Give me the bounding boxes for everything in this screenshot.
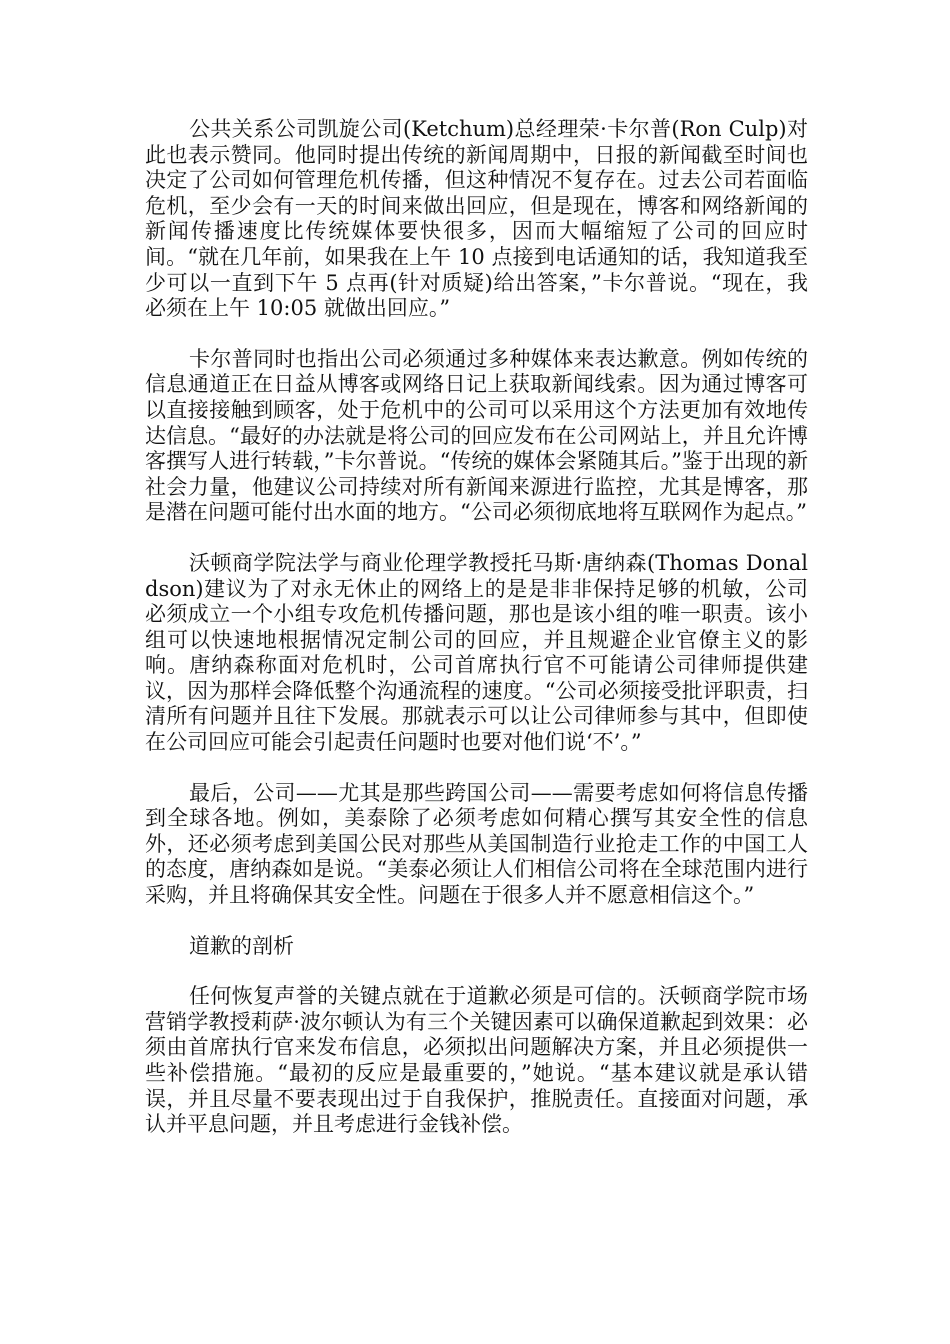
document-body bbox=[145, 117, 808, 1163]
section-heading: 道歉的剖析 bbox=[189, 933, 294, 958]
paragraph-apology-credibility: 任何恢复声誉的关键点就在于道歉必须是可信的。沃顿商学院市场营销学教授莉萨·波尔顿认为有三个关键因素可以确保道歉起到效果：必须由首席执行官来发布信息，必须拟出问题解决方案，并且必须提供一些补偿措施。“最初的反应是最重要的，”她说。“基本建议就是承认错误，并且尽量不要表现出过于自我保护，推脱责任。直接面对问题，承认并平息问题，并且考虑进行金钱补偿。 bbox=[145, 984, 808, 1137]
paragraph-multiple-media: 卡尔普同时也指出公司必须通过多种媒体来表达歉意。例如传统的信息通道正在日益从博客或网络日记上获取新闻线索。因为通过博客可以直接接触到顾客，处于危机中的公司可以采用这个方法更加有效地传达信息。“最好的办法就是将公司的回应发布在公司网站上，并且允许博客撰写人进行转载，”卡尔普说。“传统的媒体会紧随其后。”鉴于出现的新社会力量，他建议公司持续对所有新闻来源进行监控，尤其是博客，那是潜在问题可能付出水面的地方。“公司必须彻底地将互联网作为起点。” bbox=[145, 346, 808, 525]
paragraph-multinational: 最后，公司——尤其是那些跨国公司——需要考虑如何将信息传播到全球各地。例如，美泰除了必须考虑如何精心撰写其安全性的信息外，还必须考虑到美国公民对那些从美国制造行业抢走工作的中国工人的态度，唐纳森如是说。“美泰必须让人们相信公司将在全球范围内进行采购，并且将确保其安全性。问题在于很多人并不愿意相信这个。” bbox=[145, 780, 808, 908]
paragraph-donaldson: 沃顿商学院法学与商业伦理学教授托马斯·唐纳森(Thomas Donaldson)建议为了对永无休止的网络上的是是非非保持足够的机敏，公司必须成立一个小组专攻危机传播问题，那也是该小组的唯一职责。该小组可以快速地根据情况定制公司的回应，并且规避企业官僚主义的影响。唐纳森称面对危机时，公司首席执行官不可能请公司律师提供建议，因为那样会降低整个沟通流程的速度。“公司必须接受批评职责，扫清所有问题并且往下发展。那就表示可以让公司律师参与其中，但即使在公司回应可能会引起责任问题时也要对他们说‘不’。” bbox=[145, 550, 808, 755]
paragraph-ketchum-culp: 公共关系公司凯旋公司(Ketchum)总经理荣·卡尔普(Ron Culp)对此也表示赞同。他同时提出传统的新闻周期中，日报的新闻截至时间也决定了公司如何管理危机传播，但这种情况不复存在。过去公司若面临危机，至少会有一天的时间来做出回应，但是现在，博客和网络新闻的新闻传播速度比传统媒体要快很多，因而大幅缩短了公司的回应时间。“就在几年前，如果我在上午 10 点接到电话通知的话，我知道我至少可以一直到下午 5 点再(针对质疑)给出答案，”卡尔普说。“现在，我必须在上午 10:05 就做出回应。” bbox=[145, 117, 808, 321]
